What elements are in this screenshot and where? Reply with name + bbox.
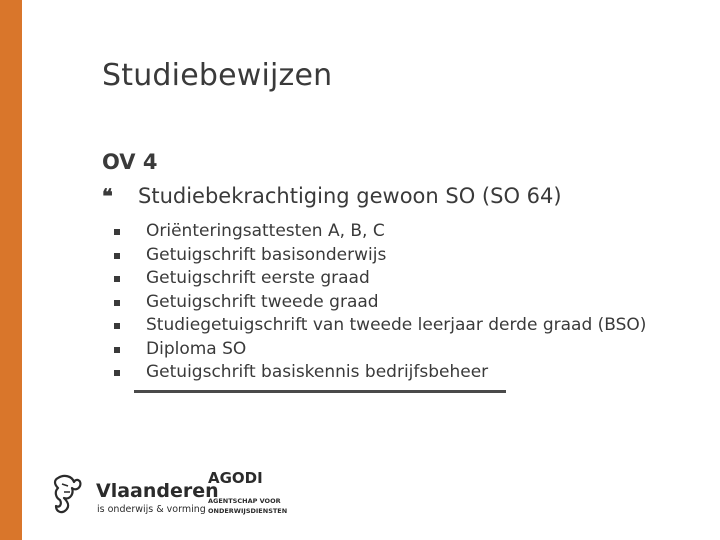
- list-item-text: Diploma SO: [146, 338, 247, 359]
- list-item: [112, 220, 646, 244]
- list-item-text: Getuigschrift eerste graad: [146, 268, 370, 288]
- agodi-logo-tagline: AGENTSCHAP VOOR ONDERWIJSDIENSTEN: [208, 497, 288, 515]
- slide-title: Studiebewijzen: [102, 58, 333, 93]
- main-bullet: [102, 184, 562, 208]
- square-bullet-icon: [114, 276, 120, 282]
- vlaanderen-lion-icon: [52, 472, 86, 518]
- square-bullet-icon: [114, 229, 120, 235]
- list-item-text: Studiegetuigschrift van tweede leerjaar derde graad (BSO): [146, 315, 647, 335]
- list-item: [112, 314, 646, 338]
- main-bullet-text: Studiebekrachtiging gewoon SO (SO 64): [138, 184, 562, 208]
- agodi-logo-name: AGODI: [208, 469, 263, 487]
- square-bullet-icon: [114, 300, 120, 306]
- vlaanderen-logo-name: Vlaanderen: [96, 480, 219, 502]
- list-item-text: Getuigschrift basiskennis bedrijfsbeheer: [146, 362, 489, 382]
- vlaanderen-logo-tagline: is onderwijs & vorming: [97, 504, 206, 515]
- square-bullet-icon: [114, 347, 120, 353]
- list-item: [112, 291, 646, 315]
- certificate-list: [112, 220, 646, 385]
- strikethrough-line: [134, 390, 506, 393]
- list-item-text: Getuigschrift tweede graad: [146, 291, 379, 312]
- square-bullet-icon: [114, 370, 120, 376]
- list-item: [112, 267, 646, 291]
- square-bullet-icon: [114, 323, 120, 329]
- list-item: [112, 338, 646, 362]
- section-heading: OV 4: [102, 150, 158, 174]
- quote-bullet-icon: ❝: [102, 184, 113, 208]
- list-item: [112, 244, 646, 268]
- list-item-text: Oriënteringsattesten A, B, C: [146, 221, 385, 241]
- square-bullet-icon: [114, 253, 120, 259]
- list-item: [112, 361, 646, 385]
- accent-bar: [0, 0, 22, 540]
- list-item-text: Getuigschrift basisonderwijs: [146, 244, 387, 265]
